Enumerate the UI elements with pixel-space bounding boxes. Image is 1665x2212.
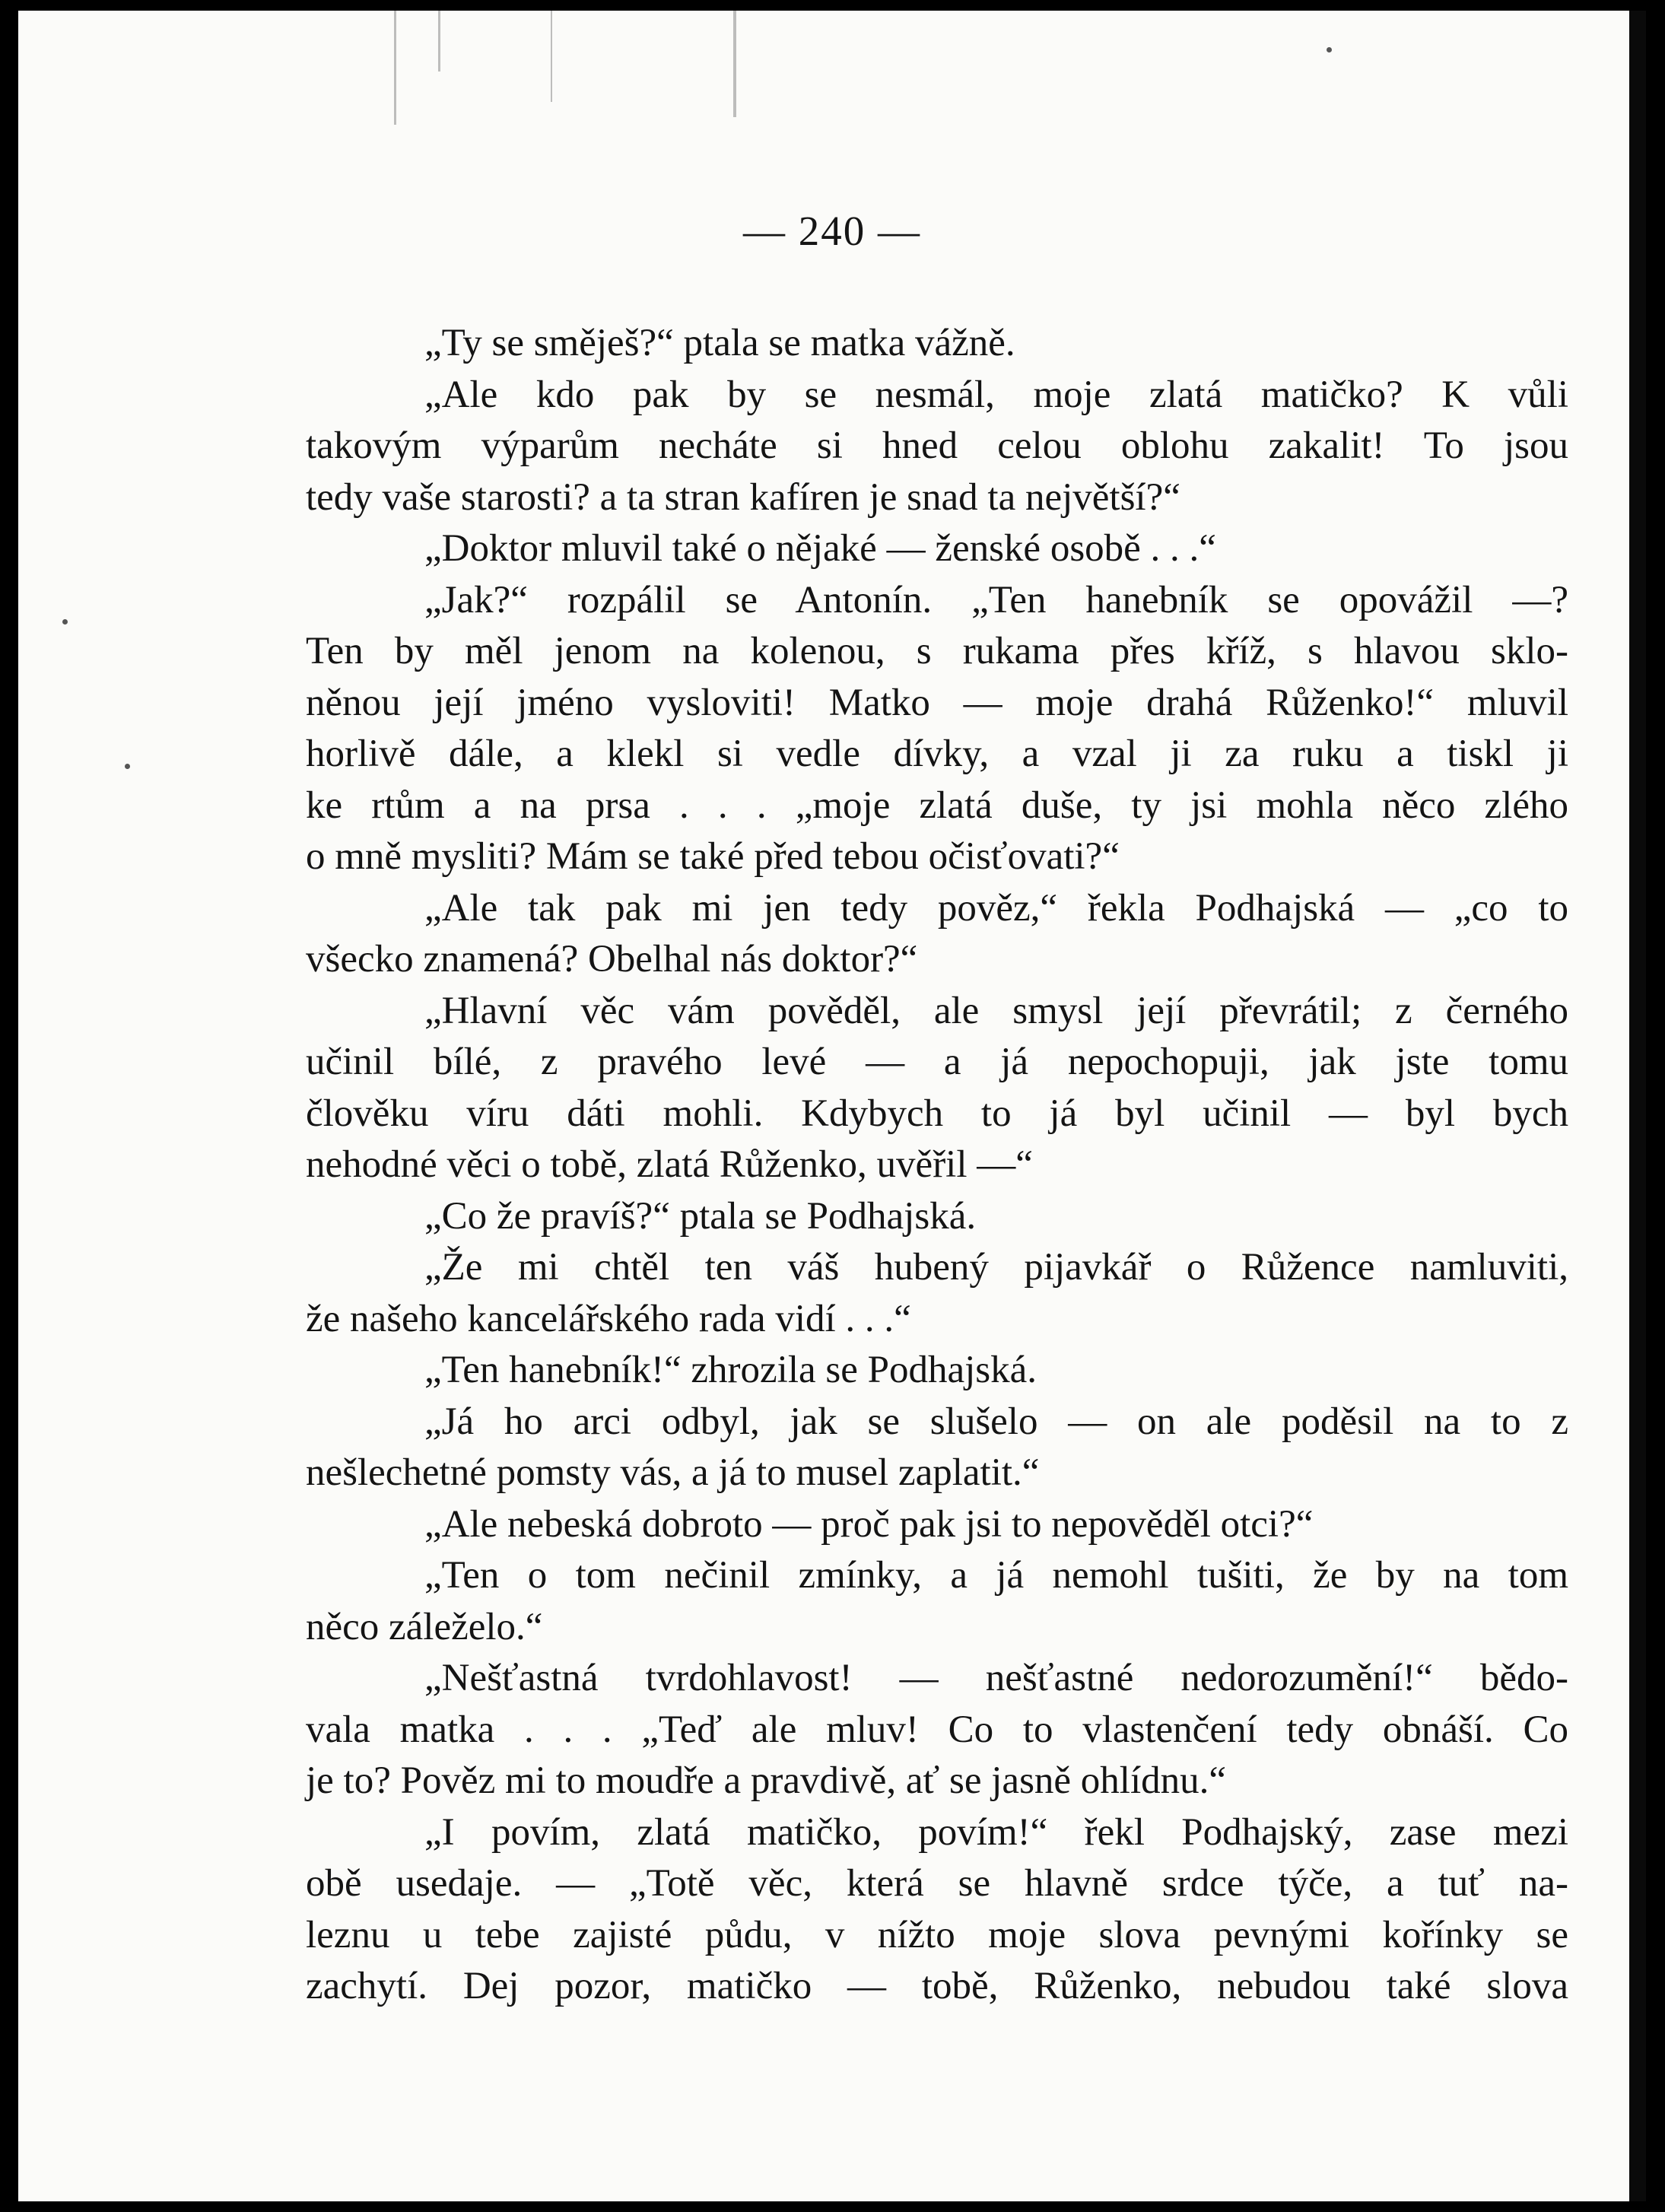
text-line: zachytí. Dej pozor, matičko — tobě, Růženko, nebudou také slova: [306, 1965, 1568, 2007]
text-line: „Nešťastná tvrdohlavost! — nešťastné nedorozumění!“ bědo-: [424, 1657, 1568, 1699]
scan-speck: [62, 619, 68, 625]
text-line: něco záleželo.“: [306, 1605, 543, 1648]
scan-edge: [1629, 11, 1646, 2201]
text-line: všecko znamená? Obelhal nás doktor?“: [306, 938, 918, 980]
scan-artifact: [733, 11, 736, 117]
text-line: „Co že pravíš?“ ptala se Podhajská.: [424, 1194, 977, 1238]
text-line: leznu u tebe zajisté půdu, v nížto moje slova pevnými kořínky se: [306, 1913, 1568, 1956]
scan-speck: [125, 764, 130, 769]
text-line: o mně mysliti? Mám se také před tebou očisťovati?“: [306, 835, 1120, 878]
text-line: tedy vaše starosti? a ta stran kafíren je snad ta největší?“: [306, 475, 1180, 519]
text-line: „Ten o tom nečinil zmínky, a já nemohl tušiti, že by na tom: [424, 1554, 1568, 1597]
text-line: že našeho kancelářského rada vidí . . .“: [306, 1297, 911, 1340]
scan-artifact: [551, 11, 552, 102]
text-line: nešlechetné pomsty vás, a já to musel zaplatit.“: [306, 1451, 1040, 1494]
text-line: „Já ho arci odbyl, jak se slušelo — on ale poděsil na to z: [424, 1400, 1568, 1443]
text-line: „Jak?“ rozpálil se Antonín. „Ten hanebník se opovážil —?: [424, 578, 1568, 621]
text-line: „Ty se směješ?“ ptala se matka vážně.: [424, 322, 1015, 364]
text-line: „Ale tak pak mi jen tedy pověz,“ řekla Podhajská — „co to: [424, 886, 1568, 930]
text-line: něnou její jméno vysloviti! Matko — moje drahá Růženko!“ mluvil: [306, 681, 1568, 724]
text-line: horlivě dále, a klekl si vedle dívky, a vzal ji za ruku a tiskl ji: [306, 733, 1568, 775]
text-line: „Ale kdo pak by se nesmál, moje zlatá matičko? K vůli: [424, 373, 1568, 416]
book-page: [18, 11, 1646, 2201]
text-line: takovým výparům necháte si hned celou oblohu zakalit! To jsou: [306, 424, 1568, 467]
text-line: nehodné věci o tobě, zlatá Růženko, uvěřil —“: [306, 1143, 1033, 1186]
text-line: vala matka . . . „Teď ale mluv! Co to vlastenčení tedy obnáší. Co: [306, 1708, 1568, 1751]
text-line: ke rtům a na prsa . . . „moje zlatá duše, ty jsi mohla něco zlého: [306, 783, 1568, 827]
body-text: [306, 318, 1568, 2013]
scan-artifact: [438, 11, 440, 72]
text-line: obě usedaje. — „Totě věc, která se hlavně srdce týče, a tuť na-: [306, 1862, 1568, 1905]
text-line: „Že mi chtěl ten váš hubený pijavkář o Růžence namluviti,: [424, 1246, 1568, 1289]
page-number: — 240 —: [743, 208, 921, 254]
text-line: „Ten hanebník!“ zhrozila se Podhajská.: [424, 1349, 1037, 1391]
text-line: „Doktor mluvil také o nějaké — ženské osobě . . .“: [424, 527, 1216, 570]
text-line: „Hlavní věc vám pověděl, ale smysl její převrátil; z černého: [424, 989, 1568, 1032]
text-line: „Ale nebeská dobroto — proč pak jsi to nepověděl otci?“: [424, 1502, 1314, 1546]
text-line: Ten by měl jenom na kolenou, s rukama přes kříž, s hlavou sklo-: [306, 630, 1568, 672]
scan-artifact: [394, 11, 396, 125]
text-line: je to? Pověz mi to moudře a pravdivě, ať se jasně ohlídnu.“: [306, 1759, 1227, 1802]
text-line: učinil bílé, z pravého levé — a já nepochopuji, jak jste tomu: [306, 1041, 1568, 1083]
text-line: člověku víru dáti mohli. Kdybych to já byl učinil — byl bych: [306, 1092, 1568, 1135]
scan-speck: [1327, 47, 1332, 52]
text-line: „I povím, zlatá matičko, povím!“ řekl Podhajský, zase mezi: [424, 1810, 1568, 1854]
